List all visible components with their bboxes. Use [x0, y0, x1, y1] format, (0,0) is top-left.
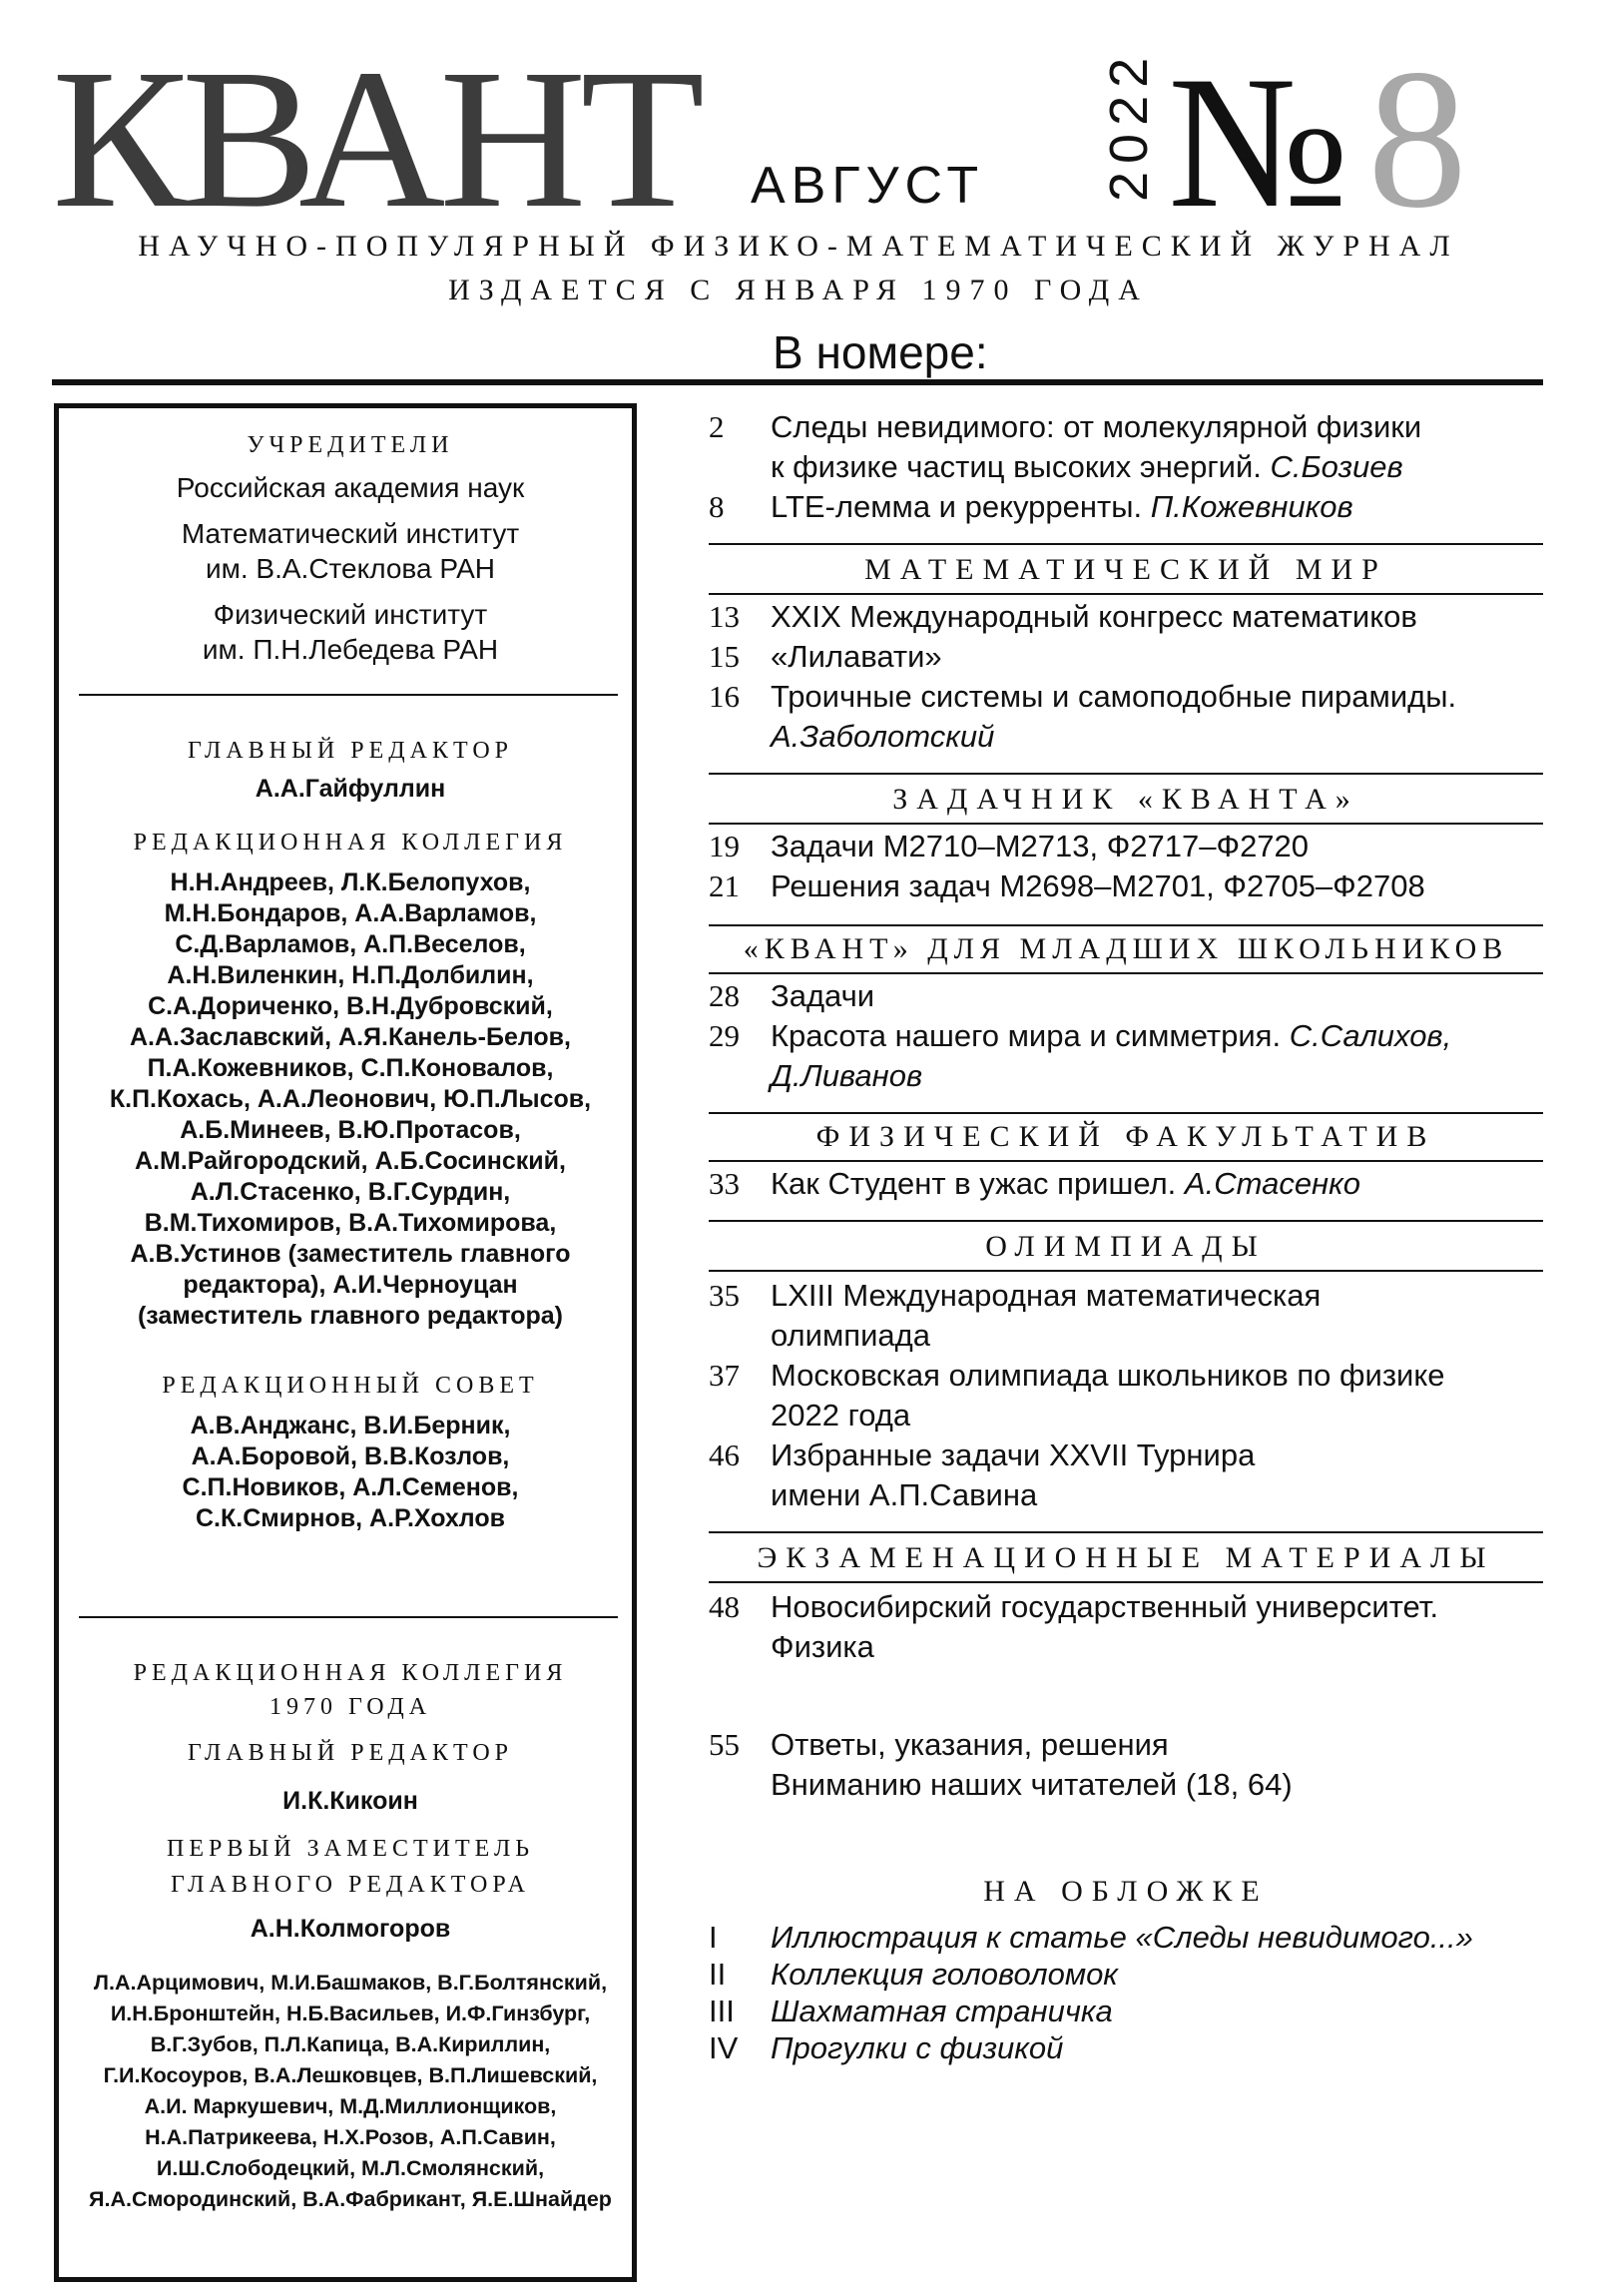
- toc-page: 13: [709, 599, 740, 634]
- board-line: С.Д.Варламов, А.П.Веселов,: [175, 930, 526, 958]
- section-rule: [709, 1160, 1543, 1162]
- section-heading: ФИЗИЧЕСКИЙ ФАКУЛЬТАТИВ: [815, 1120, 1436, 1153]
- board1970-heading: РЕДАКЦИОННАЯ КОЛЛЕГИЯ: [133, 1660, 568, 1686]
- issue-year: 2022: [1099, 49, 1159, 202]
- toc-page: 19: [709, 829, 740, 863]
- cover-title: Иллюстрация к статье «Следы невидимого...»: [771, 1920, 1473, 1955]
- toc-page: 15: [709, 639, 740, 674]
- board1970-line: Л.А.Арцимович, М.И.Башмаков, В.Г.Болтянский,: [93, 1971, 608, 1995]
- founder-line: Физический институт: [213, 599, 488, 630]
- toc-author: А.Стасенко: [1184, 1166, 1360, 1201]
- toc-page: 33: [709, 1166, 740, 1201]
- council-line: А.А.Боровой, В.В.Козлов,: [191, 1442, 510, 1470]
- section-heading: ЭКЗАМЕНАЦИОННЫЕ МАТЕРИАЛЫ: [757, 1541, 1495, 1574]
- toc-author: А.Заболотский: [771, 719, 995, 754]
- board-line: А.Б.Минеев, В.Ю.Протасов,: [180, 1116, 521, 1144]
- issue-month: АВГУСТ: [751, 157, 985, 215]
- toc-author: С.Салихов,: [1289, 1018, 1452, 1053]
- toc-page: 29: [709, 1018, 740, 1053]
- toc-title: 2022 года: [771, 1398, 911, 1433]
- section-heading: «КВАНТ» ДЛЯ МЛАДШИХ ШКОЛЬНИКОВ: [743, 932, 1509, 965]
- section-rule: [709, 823, 1543, 825]
- issue-number: 8: [1367, 29, 1467, 250]
- founder-line: Математический институт: [181, 518, 520, 549]
- toc-title: Как Студент в ужас пришел.: [771, 1166, 1177, 1201]
- toc-title: к физике частиц высоких энергий.: [771, 449, 1262, 484]
- journal-subtitle: НАУЧНО-ПОПУЛЯРНЫЙ ФИЗИКО-МАТЕМАТИЧЕСКИЙ ЖУРНАЛ: [138, 230, 1459, 263]
- board-line: М.Н.Бондаров, А.А.Варламов,: [164, 899, 537, 927]
- header-divider: [52, 379, 1543, 385]
- toc-title: LTE-лемма и рекурренты.: [771, 489, 1143, 524]
- section-rule: [709, 924, 1543, 926]
- number-sign: №: [1168, 38, 1345, 248]
- toc-page: 46: [709, 1437, 740, 1472]
- board1970-line: И.Н.Бронштейн, Н.Б.Васильев, И.Ф.Гинзбург,: [110, 2002, 591, 2025]
- toc-title: Избранные задачи XXVII Турнира: [771, 1437, 1256, 1472]
- section-heading: ЗАДАЧНИК «КВАНТА»: [892, 783, 1359, 816]
- board-line: К.П.Кохась, А.А.Леонович, Ю.П.Лысов,: [109, 1085, 592, 1113]
- board-heading: РЕДАКЦИОННАЯ КОЛЛЕГИЯ: [133, 830, 568, 856]
- council-heading: РЕДАКЦИОННЫЙ СОВЕТ: [162, 1373, 539, 1399]
- chief1970-heading: ГЛАВНЫЙ РЕДАКТОР: [187, 1740, 514, 1766]
- cover-number: IV: [709, 2030, 739, 2065]
- board-line: А.М.Райгородский, А.Б.Сосинский,: [135, 1147, 566, 1175]
- cover-title: Прогулки с физикой: [771, 2030, 1064, 2065]
- cover-number: III: [709, 1994, 735, 2028]
- deputy-heading: ГЛАВНОГО РЕДАКТОРА: [171, 1872, 530, 1898]
- board-line: (заместитель главного редактора): [137, 1302, 563, 1330]
- council-line: С.К.Смирнов, А.Р.Хохлов: [196, 1504, 505, 1532]
- deputy-heading: ПЕРВЫЙ ЗАМЕСТИТЕЛЬ: [166, 1836, 535, 1862]
- board-line: В.М.Тихомиров, В.А.Тихомирова,: [144, 1209, 557, 1237]
- toc-page: 28: [709, 978, 740, 1013]
- board-line: редактора), А.И.Черноуцан: [183, 1271, 518, 1299]
- chief1970-name: И.К.Кикоин: [282, 1787, 418, 1815]
- toc-title: LXIII Международная математическая: [771, 1278, 1322, 1313]
- toc-title: Следы невидимого: от молекулярной физики: [771, 409, 1422, 444]
- board1970-year: 1970 ГОДА: [268, 1694, 432, 1720]
- council-line: А.В.Анджанс, В.И.Берник,: [190, 1412, 511, 1439]
- journal-since: ИЗДАЕТСЯ С ЯНВАРЯ 1970 ГОДА: [448, 274, 1149, 306]
- toc-author: П.Кожевников: [1150, 489, 1353, 524]
- toc-page: 48: [709, 1589, 740, 1624]
- toc-page: 37: [709, 1358, 740, 1393]
- section-rule: [709, 972, 1543, 974]
- section-rule: [709, 1531, 1543, 1533]
- toc-title: Красота нашего мира и симметрия.: [771, 1018, 1282, 1053]
- board-line: А.А.Заславский, А.Я.Канель-Белов,: [129, 1023, 572, 1051]
- cover-title: Коллекция головоломок: [771, 1957, 1118, 1992]
- cover-number: II: [709, 1957, 727, 1992]
- toc-author: С.Бозиев: [1270, 449, 1403, 484]
- section-rule: [709, 1112, 1543, 1114]
- toc-title: Решения задач М2698–М2701, Ф2705–Ф2708: [771, 868, 1425, 903]
- section-rule: [709, 543, 1543, 545]
- board1970-line: И.Ш.Слободецкий, М.Л.Смолянский,: [156, 2156, 545, 2180]
- toc-title: Вниманию наших читателей (18, 64): [771, 1767, 1293, 1802]
- toc-title: Новосибирский государственный университет.: [771, 1589, 1439, 1624]
- toc-title: имени А.П.Савина: [771, 1477, 1038, 1512]
- toc-title: Троичные системы и самоподобные пирамиды.: [771, 679, 1457, 714]
- toc-page: 55: [709, 1727, 740, 1762]
- toc-page: 35: [709, 1278, 740, 1313]
- board-line: П.А.Кожевников, С.П.Коновалов,: [147, 1054, 554, 1082]
- section-heading: ОЛИМПИАДЫ: [985, 1230, 1267, 1263]
- toc-author: Д.Ливанов: [771, 1058, 923, 1093]
- journal-logo: КВАНТ: [52, 29, 699, 250]
- toc-title: XXIX Международный конгресс математиков: [771, 599, 1417, 634]
- founder-line: им. П.Н.Лебедева РАН: [202, 634, 499, 665]
- cover-number: I: [709, 1920, 718, 1955]
- toc-title: Задачи: [771, 978, 875, 1013]
- toc-title: олимпиада: [771, 1318, 930, 1353]
- cover-title: Шахматная страничка: [771, 1994, 1113, 2028]
- council-line: С.П.Новиков, А.Л.Семенов,: [182, 1473, 519, 1501]
- board-line: С.А.Дориченко, В.Н.Дубровский,: [148, 992, 553, 1020]
- section-rule: [709, 1270, 1543, 1272]
- toc-title: Задачи М2710–М2713, Ф2717–Ф2720: [771, 829, 1310, 863]
- board-line: А.В.Устинов (заместитель главного: [130, 1240, 571, 1268]
- left-divider: [79, 694, 618, 696]
- section-rule: [709, 773, 1543, 775]
- toc-title: Физика: [771, 1629, 874, 1664]
- board-line: А.Н.Виленкин, Н.П.Долбилин,: [167, 961, 534, 989]
- section-rule: [709, 593, 1543, 595]
- editorial-box: [54, 403, 637, 2282]
- toc-page: 8: [709, 489, 725, 524]
- toc-page: 2: [709, 409, 725, 444]
- board1970-line: А.И. Маркушевич, М.Д.Миллионщиков,: [144, 2094, 557, 2118]
- founder-line: им. В.А.Стеклова РАН: [205, 553, 496, 584]
- chief-editor-heading: ГЛАВНЫЙ РЕДАКТОР: [187, 738, 514, 764]
- deputy-name: А.Н.Колмогоров: [250, 1915, 451, 1943]
- section-rule: [709, 1581, 1543, 1583]
- board-line: А.Л.Стасенко, В.Г.Сурдин,: [190, 1178, 511, 1206]
- founders-heading: УЧРЕДИТЕЛИ: [247, 432, 454, 458]
- toc-title: «Лилавати»: [771, 639, 942, 674]
- board1970-line: Н.А.Патрикеева, Н.Х.Розов, А.П.Савин,: [145, 2125, 556, 2149]
- toc-page: 16: [709, 679, 740, 714]
- toc-page: 21: [709, 868, 740, 903]
- chief-editor-name: А.А.Гайфуллин: [255, 775, 446, 803]
- board1970-line: Г.И.Косоуров, В.А.Лешковцев, В.П.Лишевский,: [103, 2063, 598, 2087]
- toc-title: Московская олимпиада школьников по физике: [771, 1358, 1445, 1393]
- founder-line: Российская академия наук: [176, 472, 525, 503]
- cover-heading: НА ОБЛОЖКЕ: [983, 1875, 1269, 1908]
- section-rule: [709, 1220, 1543, 1222]
- board1970-line: Я.А.Смородинский, В.А.Фабрикант, Я.Е.Шнайдер: [89, 2187, 612, 2211]
- board1970-line: В.Г.Зубов, П.Л.Капица, В.А.Кириллин,: [150, 2032, 551, 2056]
- board-line: Н.Н.Андреев, Л.К.Белопухов,: [170, 868, 531, 896]
- toc-title: Ответы, указания, решения: [771, 1727, 1169, 1762]
- contents-heading: В номере:: [773, 326, 988, 378]
- left-divider: [79, 1616, 618, 1618]
- section-heading: МАТЕМАТИЧЕСКИЙ МИР: [864, 553, 1387, 586]
